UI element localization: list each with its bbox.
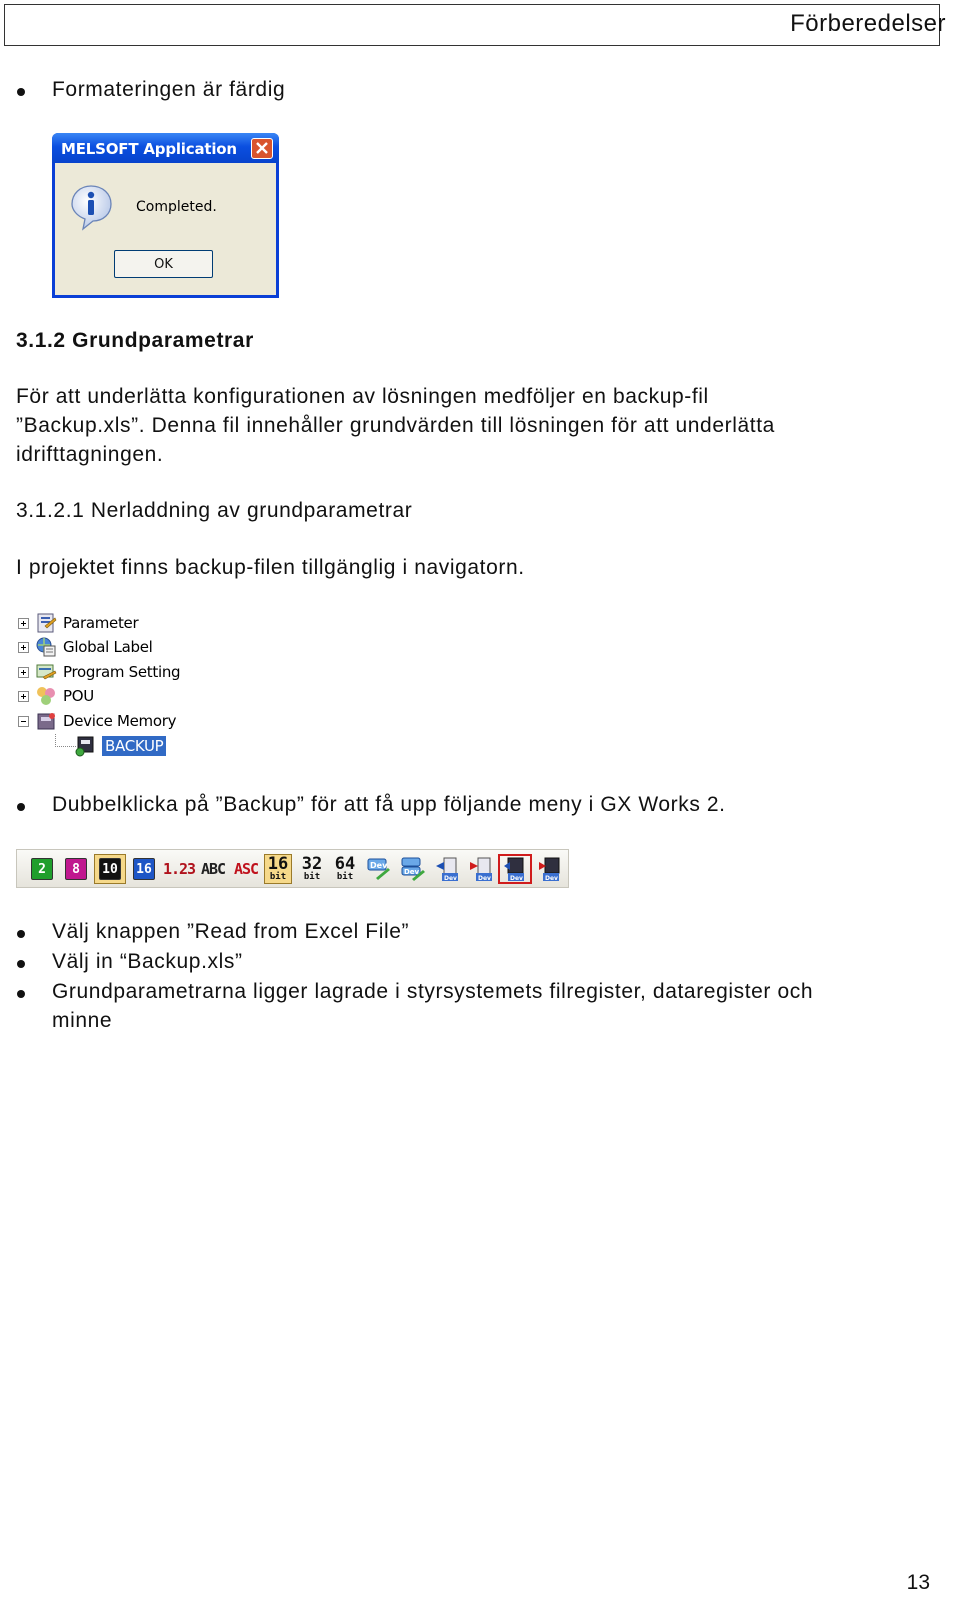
multi-device-edit-icon[interactable]: [398, 854, 428, 884]
tree-item-label: BACKUP: [102, 736, 166, 756]
bullet-icon: [17, 930, 25, 938]
tree-item-parameter[interactable]: [18, 611, 138, 635]
bullet-icon: [17, 88, 25, 96]
tree-item-label: Global Label: [63, 638, 153, 656]
expand-icon[interactable]: [18, 642, 29, 653]
dialog-titlebar: [52, 133, 279, 163]
expand-icon[interactable]: [18, 667, 29, 678]
paragraph-line-2: ”Backup.xls”. Denna fil innehåller grundvärden till lösningen för att underlätta: [16, 414, 775, 437]
16-bit-button[interactable]: 16 bit: [264, 854, 292, 884]
bullet-icon: [17, 803, 25, 811]
tree-item-pou[interactable]: [18, 684, 94, 708]
page-number: 13: [906, 1571, 930, 1594]
tree-item-label: Program Setting: [63, 663, 181, 681]
32-bit-button[interactable]: 32 bit: [301, 854, 323, 882]
svg-text:Dev: Dev: [444, 875, 457, 882]
bullet-text-choose-file: Välj in “Backup.xls”: [52, 950, 243, 973]
section-heading: 3.1.2 Grundparametrar: [16, 329, 254, 352]
write-to-plc-icon[interactable]: [466, 854, 496, 884]
paragraph-line-3: idrifttagningen.: [16, 443, 164, 466]
bullet-text-stored-cont: minne: [52, 1009, 113, 1032]
collapse-icon[interactable]: [18, 716, 29, 727]
tree-item-program-setting[interactable]: [18, 660, 180, 684]
string-abc-button[interactable]: ABC: [200, 860, 226, 878]
svg-text:Dev: Dev: [370, 861, 388, 870]
svg-text:Dev: Dev: [510, 875, 523, 882]
bullet-text-choose-button: Välj knappen ”Read from Excel File”: [52, 920, 410, 943]
bullet-icon: [17, 990, 25, 998]
bullet-text-stored: Grundparametrarna ligger lagrade i styrsystemets filregister, dataregister och: [52, 980, 814, 1003]
write-to-excel-file-icon[interactable]: [535, 854, 565, 884]
svg-text:Dev: Dev: [478, 875, 491, 882]
expand-icon[interactable]: [18, 618, 29, 629]
octal-8-button[interactable]: 8: [63, 854, 89, 884]
parameter-icon: [35, 612, 57, 634]
backup-icon: [74, 735, 96, 757]
tree-connector: [55, 734, 76, 747]
dialog-message: Completed.: [136, 199, 217, 215]
decimal-10-button[interactable]: 10: [94, 854, 126, 884]
pou-icon: [35, 685, 57, 707]
tree-item-device-memory[interactable]: [18, 709, 176, 733]
info-icon: [69, 183, 115, 231]
expand-icon[interactable]: [18, 691, 29, 702]
subsection-heading: 3.1.2.1 Nerladdning av grundparametrar: [16, 499, 413, 522]
gx-works-toolbar: [16, 849, 569, 888]
subsection-paragraph: I projektet finns backup-filen tillgänglig i navigatorn.: [16, 556, 525, 579]
header-title: Förberedelser: [790, 10, 946, 37]
tree-item-label: POU: [63, 687, 94, 705]
navigator-tree: [18, 610, 218, 760]
read-from-plc-icon[interactable]: [432, 854, 462, 884]
tree-item-global-label[interactable]: [18, 635, 152, 659]
bullet-icon: [17, 960, 25, 968]
paragraph-line-1: För att underlätta konfigurationen av lösningen medföljer en backup-fil: [16, 385, 709, 408]
hex-16-button[interactable]: 16: [131, 854, 157, 884]
tree-item-label: Parameter: [63, 614, 139, 632]
svg-text:Dev: Dev: [545, 875, 558, 882]
real-number-button[interactable]: 1.23: [162, 860, 196, 878]
svg-text:Dev: Dev: [404, 868, 420, 876]
read-from-excel-file-icon[interactable]: [498, 854, 532, 884]
close-icon[interactable]: [251, 138, 273, 159]
dialog-body: [55, 163, 276, 295]
dialog-title: MELSOFT Application: [61, 140, 237, 158]
bullet-text-format-done: Formateringen är färdig: [52, 78, 286, 101]
ascii-button[interactable]: ASC: [233, 860, 259, 878]
device-memory-icon: [35, 710, 57, 732]
global-label-icon: [35, 636, 57, 658]
binary-2-button[interactable]: 2: [29, 854, 55, 884]
bullet-text-double-click: Dubbelklicka på ”Backup” för att få upp följande meny i GX Works 2.: [52, 793, 726, 816]
64-bit-button[interactable]: 64 bit: [334, 854, 356, 882]
program-setting-icon: [35, 661, 57, 683]
tree-item-backup[interactable]: [74, 734, 166, 758]
melsoft-dialog: [52, 133, 279, 298]
tree-item-label: Device Memory: [63, 712, 177, 730]
device-edit-icon[interactable]: [364, 854, 394, 884]
ok-button[interactable]: OK: [114, 250, 213, 278]
